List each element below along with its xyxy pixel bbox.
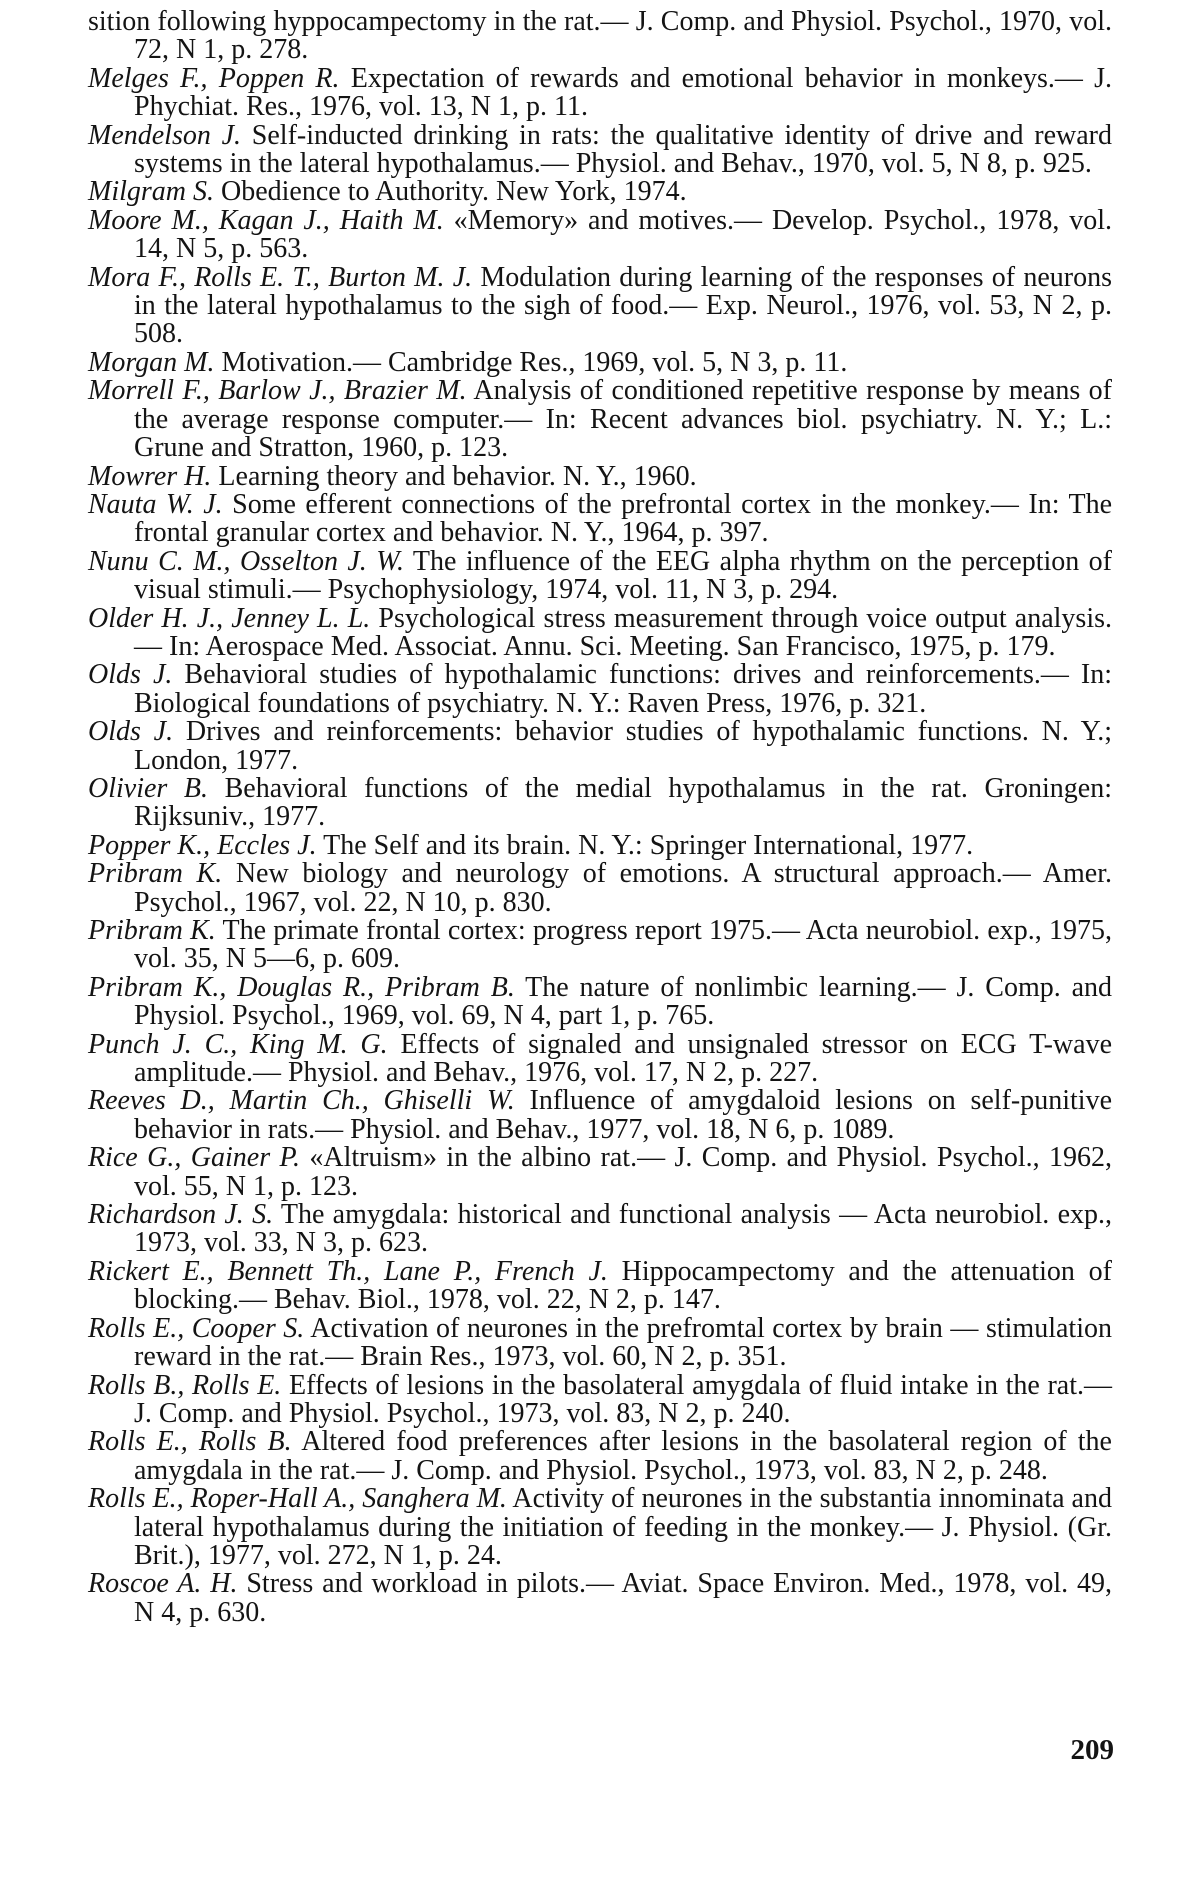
- reference-entry: [88, 860, 1112, 917]
- reference-text: The nature of nonlimbic learning.— J. Comp. and Physiol. Psychol., 1969, vol. 69, N 4, part 1, p. 765.: [134, 971, 1112, 1032]
- reference-text: Drives and reinforcements: behavior studies of hypothalamic functions. N. Y.; London, 1977.: [134, 716, 1113, 776]
- reference-text: Hippocampectomy and the attenuation of blocking.— Behav. Biol., 1978, vol. 22, N 2, p. 147.: [134, 1255, 1112, 1316]
- reference-text: Activation of neurones in the prefromtal cortex by brain — stimulation reward in the rat.— Brain Res., 1973, vol. 60, N 2, p. 351.: [134, 1312, 1112, 1373]
- reference-authors: Pribram K.: [88, 858, 223, 890]
- reference-authors: Milgram S.: [88, 176, 214, 208]
- reference-authors: Nunu C. M., Osselton J. W.: [88, 545, 404, 577]
- reference-text: «Altruism» in the albino rat.— J. Comp. and Physiol. Psychol., 1962, vol. 55, N 1, p. 123.: [134, 1142, 1113, 1202]
- reference-entry: [88, 346, 1112, 378]
- reference-entry: [88, 1312, 1112, 1373]
- reference-authors: Olds J.: [88, 716, 174, 748]
- reference-entry: [88, 1028, 1113, 1089]
- reference-text: «Memory» and motives.— Develop. Psychol., 1978, vol. 14, N 5, p. 563.: [134, 204, 1113, 265]
- reference-authors: Popper K., Eccles J.: [88, 829, 317, 861]
- reference-entry: [88, 119, 1112, 180]
- reference-entry: [88, 1428, 1112, 1485]
- reference-entry: [88, 971, 1112, 1032]
- reference-authors: Roscoe A. H.: [88, 1568, 238, 1600]
- reference-authors: Morrell F., Barlow J., Brazier M.: [88, 375, 467, 407]
- page-number: 209: [1070, 1734, 1114, 1766]
- reference-authors: Punch J. C., King M. G.: [88, 1028, 388, 1060]
- reference-entry: [88, 204, 1113, 265]
- reference-text: The influence of the EEG alpha rhythm on the perception of visual stimuli.— Psychophysiology, 1974, vol. 11, N 3, p. 294.: [134, 545, 1113, 606]
- reference-entry: [88, 1369, 1112, 1429]
- reference-authors: Morgan M.: [88, 346, 215, 378]
- reference-text: Stress and workload in pilots.— Aviat. Space Environ. Med., 1978, vol. 49, N 4, p. 630.: [134, 1568, 1112, 1628]
- reference-text: Behavioral functions of the medial hypothalamus in the rat. Groningen: Rijksuniv., 1977.: [134, 772, 1112, 833]
- reference-authors: Rickert E., Bennett Th., Lane P., French J.: [88, 1255, 608, 1287]
- reference-authors: Rolls E., Cooper S.: [88, 1312, 305, 1344]
- reference-entry: [88, 1144, 1112, 1201]
- reference-authors: Rice G., Gainer P.: [88, 1142, 300, 1174]
- reference-text: Some efferent connections of the prefrontal cortex in the monkey.— In: The frontal granular cortex and behavior. N. Y., 1964, p. 397.: [134, 488, 1113, 549]
- reference-text: Behavioral studies of hypothalamic functions: drives and reinforcements.— In: Biological foundations of psychiatry. N. Y.: Raven Press, 1976, p. 321.: [134, 659, 1112, 719]
- reference-entry: [88, 1255, 1112, 1316]
- reference-entry: [88, 377, 1112, 462]
- reference-entry: [88, 545, 1113, 606]
- reference-authors: Reeves D., Martin Ch., Ghiselli W.: [88, 1085, 515, 1117]
- reference-authors: Richardson J. S.: [88, 1199, 274, 1231]
- reference-entry: [88, 917, 1112, 974]
- reference-authors: Nauta W. J.: [88, 488, 223, 520]
- reference-entry: [88, 1087, 1112, 1144]
- reference-entry: [88, 1201, 1112, 1258]
- reference-authors: Moore M., Kagan J., Haith M.: [88, 204, 444, 236]
- reference-authors: Pribram K., Douglas R., Pribram B.: [88, 971, 515, 1003]
- reference-entry: [88, 488, 1113, 549]
- reference-list: [88, 8, 1112, 1627]
- reference-text: The primate frontal cortex: progress report 1975.— Acta neurobiol. exp., 1975, vol. 35, N 5—6, p. 609.: [134, 915, 1112, 975]
- reference-text: Expectation of rewards and emotional behavior in monkeys.— J. Phychiat. Res., 1976, vol. 13, N 1, p. 11.: [134, 62, 1113, 123]
- reference-authors: Mendelson J.: [88, 119, 242, 151]
- reference-text: Psychological stress measurement through voice output analysis.— In: Aerospace Med. Associat. Annu. Sci. Meeting. San Francisco, 1975, p. 179.: [134, 602, 1112, 662]
- reference-text: Analysis of conditioned repetitive response by means of the average response computer.— In: Recent advances biol. psychiatry. N. Y.; L.: Grune and Stratton, 1960, p. 123.: [134, 375, 1112, 464]
- reference-text: Altered food preferences after lesions in the basolateral region of the amygdala in the rat.— J. Comp. and Physiol. Psychol., 1973, vol. 83, N 2, p. 248.: [134, 1426, 1112, 1486]
- reference-text: Obedience to Authority. New York, 1974.: [214, 176, 687, 208]
- reference-text: Effects of lesions in the basolateral amygdala of fluid intake in the rat.— J. Comp. and Physiol. Psychol., 1973, vol. 83, N 2, p. 240.: [134, 1369, 1112, 1429]
- reference-authors: Melges F., Poppen R.: [88, 62, 340, 94]
- reference-entry: [88, 460, 1112, 492]
- reference-text: Learning theory and behavior. N. Y., 1960.: [211, 460, 697, 492]
- reference-authors: Rolls E., Roper-Hall A., Sanghera M.: [88, 1483, 507, 1515]
- reference-authors: Mowrer H.: [88, 460, 212, 492]
- reference-text: Effects of signaled and unsignaled stressor on ECG T-wave amplitude.— Physiol. and Behav., 1976, vol. 17, N 2, p. 227.: [134, 1028, 1113, 1089]
- reference-entry: [88, 602, 1112, 662]
- reference-entry: [88, 1485, 1112, 1570]
- reference-authors: Olivier B.: [88, 772, 209, 804]
- reference-text: Modulation during learning of the responses of neurons in the lateral hypothalamus to the sigh of food.— Exp. Neurol., 1976, vol. 53, N 2, p. 508.: [134, 261, 1112, 350]
- reference-entry: [88, 178, 1112, 206]
- reference-entry: [88, 661, 1112, 718]
- reference-authors: Rolls E., Rolls B.: [88, 1426, 292, 1458]
- reference-text: Activity of neurones in the substantia innominata and lateral hypothalamus during the initiation of feeding in the monkey.— J. Physiol. (Gr. Brit.), 1977, vol. 272, N 1, p. 24.: [134, 1483, 1112, 1571]
- reference-entry: [88, 62, 1113, 123]
- reference-entry: [88, 1570, 1112, 1627]
- reference-entry: [88, 772, 1112, 833]
- reference-entry: [88, 718, 1112, 775]
- reference-authors: Mora F., Rolls E. T., Burton M. J.: [88, 261, 473, 293]
- reference-text: New biology and neurology of emotions. A structural approach.— Amer. Psychol., 1967, vol. 22, N 10, p. 830.: [134, 858, 1112, 918]
- reference-text: The Self and its brain. N. Y.: Springer International, 1977.: [316, 829, 974, 861]
- reference-authors: Rolls B., Rolls E.: [88, 1369, 282, 1401]
- reference-authors: Olds J.: [88, 659, 173, 691]
- reference-entry: [88, 261, 1112, 350]
- reference-text: Influence of amygdaloid lesions on self-punitive behavior in rats.— Physiol. and Behav., 1977, vol. 18, N 6, p. 1089.: [134, 1085, 1112, 1145]
- reference-entry: [88, 8, 1112, 65]
- reference-text: sition following hyppocampectomy in the rat.— J. Comp. and Physiol. Psychol., 1970, vol. 72, N 1, p. 278.: [88, 6, 1112, 66]
- reference-text: The amygdala: historical and functional analysis — Acta neurobiol. exp., 1973, vol. 33, N 3, p. 623.: [134, 1199, 1112, 1259]
- reference-text: Self-inducted drinking in rats: the qualitative identity of drive and reward systems in the lateral hypothalamus.— Physiol. and Behav., 1970, vol. 5, N 8, p. 925.: [134, 119, 1112, 180]
- reference-text: Motivation.— Cambridge Res., 1969, vol. 5, N 3, p. 11.: [214, 346, 848, 378]
- reference-entry: [88, 829, 1112, 861]
- reference-authors: Older H. J., Jenney L. L.: [88, 602, 371, 634]
- reference-authors: Pribram K.: [88, 915, 216, 946]
